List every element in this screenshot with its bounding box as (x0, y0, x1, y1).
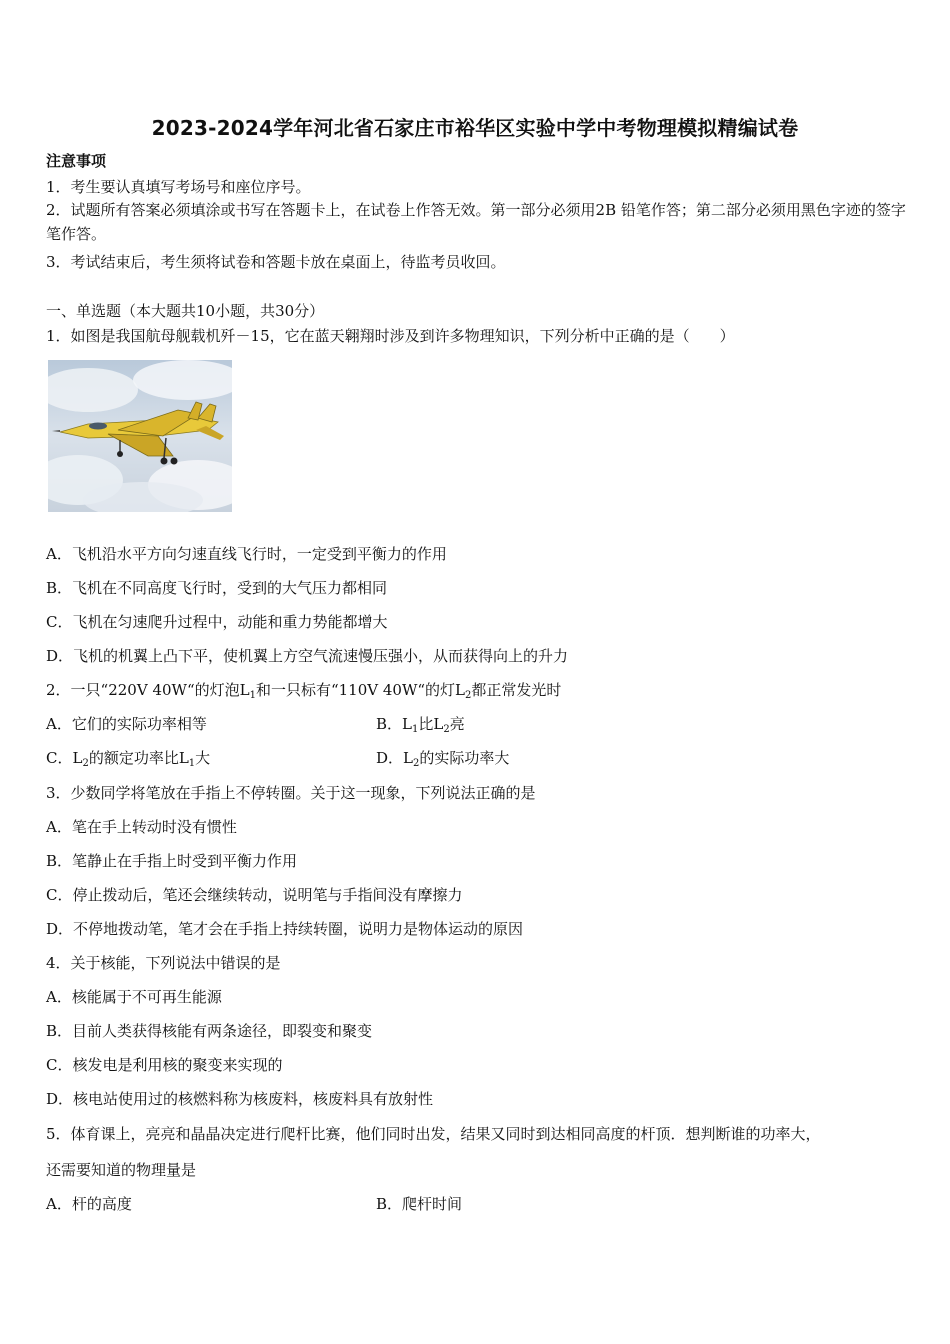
q2-optc-part-b: 的额定功率比L (88, 749, 189, 767)
question-5-option-b: B．爬杆时间 (376, 1195, 463, 1213)
question-1-option-d: D．飞机的机翼上凸下平，使机翼上方空气流速慢压强小，从而获得向上的升力 (46, 647, 569, 665)
question-2-option-a: A．它们的实际功率相等 (46, 715, 207, 733)
q2-optb-part-b: 比L (418, 715, 444, 733)
question-5-stem-line-2: 还需要知道的物理量是 (46, 1161, 197, 1179)
question-5-option-a: A．杆的高度 (46, 1195, 132, 1213)
question-2-option-c (46, 747, 210, 769)
question-1-option-b: B．飞机在不同高度飞行时，受到的大气压力都相同 (46, 579, 388, 597)
question-3-option-d: D．不停地拨动笔，笔才会在手指上持续转圈，说明力是物体运动的原因 (46, 920, 524, 938)
question-2-stem (46, 679, 561, 701)
question-1-option-c: C．飞机在匀速爬升过程中，动能和重力势能都增大 (46, 613, 388, 631)
q2-stem-part-c: 都正常发光时 (471, 681, 562, 699)
section-heading: 一、单选题（本大题共10小题，共30分） (46, 302, 325, 320)
notice-item-2: 2．试题所有答案必须填涂或书写在答题卡上，在试卷上作答无效。第一部分必须用2B 铅笔作答；第二部分必须用黑色字迹的签字笔作答。 (46, 201, 906, 243)
q2-optd-part-a: D．L (376, 749, 413, 767)
q2-optc-sub-1: 2 (82, 758, 89, 769)
q2-optc-part-a: C．L (46, 749, 83, 767)
q2-subscript-2: 2 (465, 690, 472, 701)
question-3-option-c: C．停止拨动后，笔还会继续转动，说明笔与手指间没有摩擦力 (46, 886, 463, 904)
question-4-option-c: C．核发电是利用核的聚变来实现的 (46, 1056, 283, 1074)
question-1-stem: 1．如图是我国航母舰载机歼－15，它在蓝天翱翔时涉及到许多物理知识，下列分析中正确的是（ ） (46, 327, 735, 345)
fighter-jet-image (48, 360, 232, 512)
q2-optd-sub-1: 2 (413, 758, 420, 769)
question-2-option-b (376, 713, 465, 735)
q2-optb-part-c: 亮 (449, 715, 465, 733)
q2-optc-part-c: 大 (195, 749, 211, 767)
q2-optc-sub-2: 1 (188, 758, 196, 769)
question-2-option-d (376, 747, 509, 769)
question-4-option-a: A．核能属于不可再生能源 (46, 988, 222, 1006)
q2-optb-sub-1: 1 (411, 724, 419, 735)
notice-item-3: 3．考试结束后，考生须将试卷和答题卡放在桌面上，待监考员收回。 (46, 253, 506, 271)
question-3-stem: 3．少数同学将笔放在手指上不停转圈。关于这一现象，下列说法正确的是 (46, 784, 536, 802)
question-3-option-a: A．笔在手上转动时没有惯性 (46, 818, 237, 836)
q2-optd-part-b: 的实际功率大 (419, 749, 510, 767)
q2-stem-part-a: 2．一只“220V 40W“的灯泡L (46, 681, 250, 699)
question-4-stem: 4．关于核能，下列说法中错误的是 (46, 954, 281, 972)
exam-title: 2023-2024学年河北省石家庄市裕华区实验中学中考物理模拟精编试卷 (151, 116, 799, 140)
question-5-stem-line-1: 5．体育课上，亮亮和晶晶决定进行爬杆比赛，他们同时出发，结果又同时到达相同高度的杆顶．想判断谁的功率大， (46, 1125, 821, 1143)
q2-subscript-1: 1 (249, 690, 256, 701)
q2-optb-part-a: B．L (376, 715, 412, 733)
q2-stem-part-b: 和一只标有“110V 40W“的灯L (255, 681, 465, 699)
q2-optb-sub-2: 2 (443, 724, 450, 735)
question-1-option-a: A．飞机沿水平方向匀速直线飞行时，一定受到平衡力的作用 (46, 545, 447, 563)
question-4-option-b: B．目前人类获得核能有两条途径，即裂变和聚变 (46, 1022, 373, 1040)
notice-item-1: 1．考生要认真填写考场号和座位序号。 (46, 178, 311, 196)
question-3-option-b: B．笔静止在手指上时受到平衡力作用 (46, 852, 298, 870)
notice-heading: 注意事项 (46, 152, 107, 170)
question-4-option-d: D．核电站使用过的核燃料称为核废料，核废料具有放射性 (46, 1090, 434, 1108)
